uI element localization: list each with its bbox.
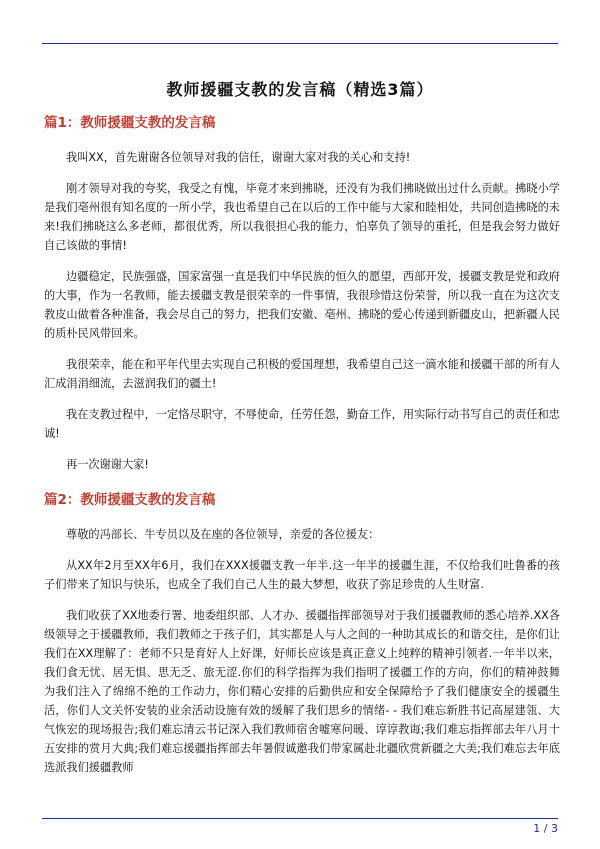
paragraph: 我在支教过程中，一定恪尽职守，不辱使命，任劳任怨，勤奋工作，用实际行动书写自己的责任和忠诚! — [44, 408, 560, 440]
bottom-rule — [42, 818, 558, 819]
document-body — [44, 114, 560, 789]
top-rule — [42, 43, 558, 44]
section-heading-1: 篇1：教师援疆支教的发言稿 — [44, 115, 216, 131]
paragraph: 再一次谢谢大家! — [66, 458, 149, 471]
document-title: 教师援疆支教的发言稿（精选3篇） — [166, 80, 434, 99]
section-heading-2: 篇2：教师援疆支教的发言稿 — [44, 492, 216, 508]
page-number: 1 / 3 — [533, 822, 558, 835]
paragraph: 我很荣幸，能在和平年代里去实现自己积极的爱国理想，我希望自己这一滴水能和援疆干部的所有人汇成涓涓细流，去滋润我们的疆土! — [44, 358, 560, 390]
paragraph: 边疆稳定，民族强盛，国家富强一直是我们中华民族的恒久的愿望，西部开发，援疆支教是党和政府的大事，作为一名教师，能去援疆支教是很荣幸的一件事情，我很珍惜这份荣誉，所以我一直在为这次支教皮山做着各种准备，我会尽自己的努力，把我们安徽、亳州、拂晓的爱心传递到新疆皮山，把新疆人民的质朴民风带回来。 — [44, 270, 560, 340]
paragraph: 尊敬的冯部长、牛专员以及在座的各位领导，亲爱的各位援友： — [66, 528, 380, 541]
paragraph: 我们收获了XX地委行署、地委组织部、人才办、援疆指挥部领导对于我们援疆教师的悉心培养.XX各级领导之于援疆教师，我们教师之于孩子们，其实都是人与人之间的一种助其成长的和谐交往，是你们让我们在XX理解了：老师不只是育好人上好课，好师长应该是真正意义上纯粹的精神引领者.一年半以来，我们食无忧、居无惧、思无乏、旅无涩.你们的科学指挥为我们指明了援疆工作的方向，你们的精神鼓舞为我们注入了绵绵不绝的工作动力，你们精心安排的后勤供应和安全保障给予了我们健康安全的援疆生活，你们人文关怀安装的业余活动设施有效的缓解了我们思乡的情绪- - 我们难忘新胜书记高屋建瓴、大气恢宏的现场报告;我们难忘清云书记深入我们教师宿舍嘘寒问暖、谆谆教诲;我们难忘指挥部去年八月十五安排的赏月大典;我们难忘援疆指挥部去年暑假诚邀我们带家属赴北疆欣赏新疆之大美;我们难忘去年底选派我们援疆教师 — [44, 609, 560, 774]
paragraph: 从XX年2月至XX年6月，我们在XXX援疆支教一年半.这一年半的援疆生涯，不仅给我们吐鲁番的孩子们带来了知识与快乐，也成全了我们自己人生的最大梦想，收获了弥足珍贵的人生财富. — [44, 559, 560, 591]
paragraph: 我叫XX，首先谢谢各位领导对我的信任，谢谢大家对我的关心和支持! — [66, 151, 411, 164]
paragraph: 刚才领导对我的夸奖，我受之有愧，毕竟才来到拂晓，还没有为我们拂晓做出过什么贡献。拂晓小学是我们亳州很有知名度的一所小学，我也希望自己在以后的工作中能与大家和睦相处，共同创造拂晓的未来!我们拂晓这么多老师，都很优秀，所以我很担心我的能力，怕辜负了领导的重托，但是我会努力做好自己该做的事情! — [44, 182, 560, 252]
